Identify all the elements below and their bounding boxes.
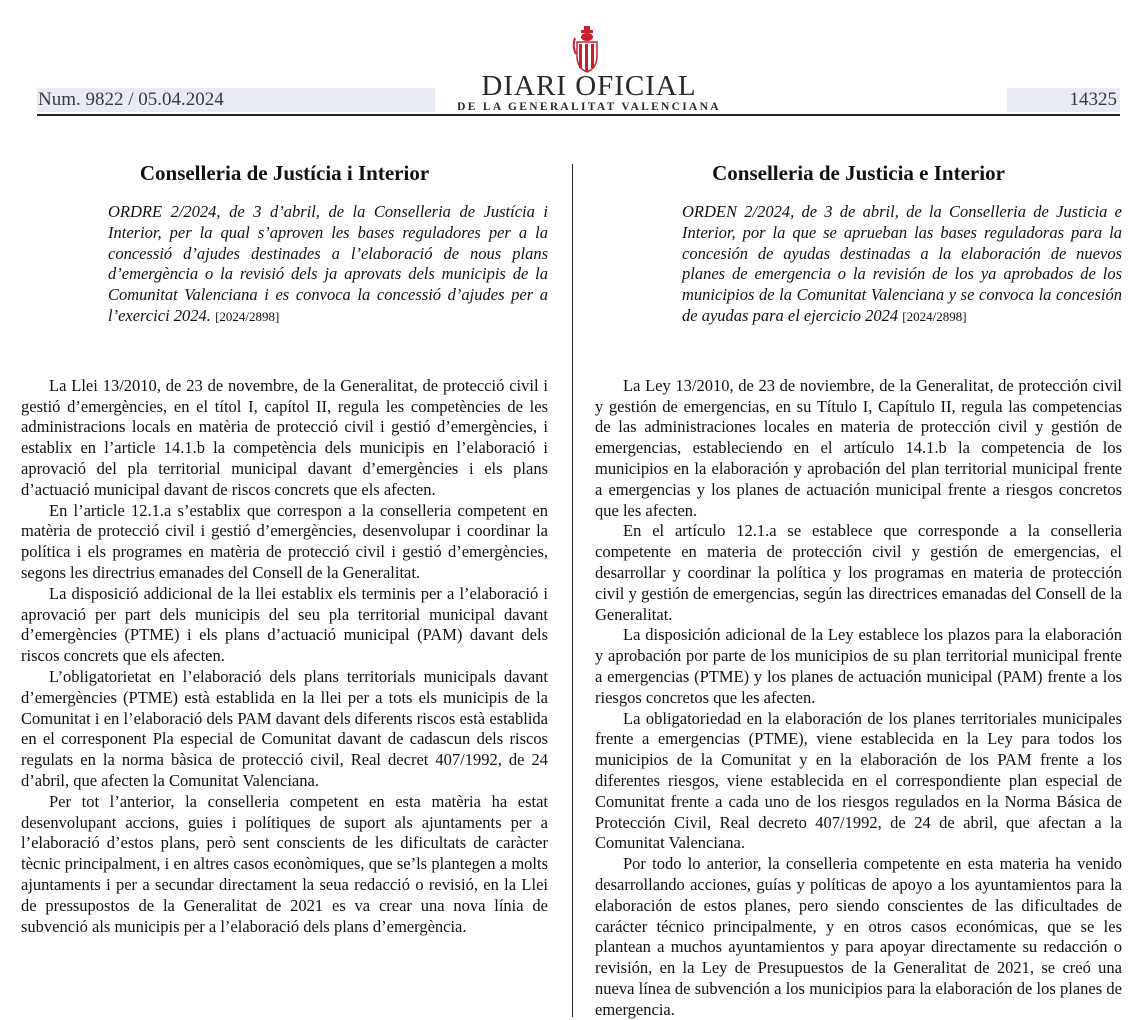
body-text xyxy=(21,376,548,938)
generalitat-emblem-icon xyxy=(571,24,603,74)
body-paragraph: La Ley 13/2010, de 23 de noviembre, de la Generalitat, de protección civil y gestión de emergencias, en su Título I, Capítulo II, regula las competencias de las administraciones locales en materia de protección civil y gestión de emergencias, estableciendo en el artículo 14.1.b la competencia de los municipios en la elaboración y aprobación del plan territorial municipal frente a emergencias y los planes de actuación municipal frente a riesgos concretos que les afecten. xyxy=(595,375,1122,520)
column-divider xyxy=(572,164,573,1017)
body-text xyxy=(595,376,1122,1020)
body-paragraph: Per tot l’anterior, la conselleria competent en esta matèria ha estat desenvolupant accions, guies i polítiques de suport als ajuntaments per a l’elaboració d’estos plans, però sent conscients de les dificultats de caràcter tècnic principalment, i en altres casos econòmiques, que se’ls plantegen a molts ajuntaments i per a secundar directament la seua redacció o revisió, en la Llei de pressupostos de la Generalitat de 2021 es va crear una nova línia de subvenció als municipis per a l’elaboració dels plans d’emergència. xyxy=(21,791,548,936)
department-heading: Conselleria de Justicia e Interior xyxy=(712,161,1005,185)
masthead-title: DIARI OFICIAL xyxy=(481,70,697,102)
body-paragraph: La obligatoriedad en la elaboración de los planes territoriales municipales frente a emergencias (PTME), viene establecida en la Ley para todos los municipios de la Comunitat y en la elaboración de los PAM frente a los diferentes riesgos, viene establecida en el correspondiente plan especial de Comunitat frente a cada uno de los riesgos regulados en la Norma Básica de Protección Civil, Real decreto 407/1992, de 24 de abril, que afectan a la Comunitat Valenciana. xyxy=(595,708,1122,853)
order-title: ORDEN 2/2024, de 3 de abril, de la Conselleria de Justicia e Interior, por la que se aprueban las bases reguladoras para la concesión de ayudas destinadas a la elaboración de nuevos planes de emergencia o la revisión de los ya aprobados de los municipios de la Comunitat Valenciana y se convoca la concesión de ayudas para el ejercicio 2024 xyxy=(682,202,1122,325)
left-column xyxy=(21,158,548,937)
department-heading: Conselleria de Justícia i Interior xyxy=(139,161,430,185)
order-summary xyxy=(682,202,1122,328)
body-paragraph: L’obligatorietat en l’elaboració dels plans territorials municipals davant d’emergències (PTME) està establida en la llei per a tots els municipis de la Comunitat i en l’elaboració dels PAM davant dels diferents riscos està establida en el corresponent Pla especial de Comunitat davant de cadascun dels riscos regulats en la norma bàsica de protecció civil, Real decret 407/1992, de 24 d’abril, que afecten la Comunitat Valenciana. xyxy=(21,666,548,790)
issue-number-date: Num. 9822 / 05.04.2024 xyxy=(38,89,224,110)
body-paragraph: En l’article 12.1.a s’establix que correspon a la conselleria competent en matèria de protecció civil i gestió d’emergències, desenvolupar i coordinar la política i els programes en matèria de protecció civil i gestió d’emergències, segons les directrius emanades del Consell de la Generalitat. xyxy=(21,500,548,582)
body-paragraph: Por todo lo anterior, la conselleria competente en esta materia ha venido desarrollando acciones, guías y políticas de apoyo a los ayuntamientos para la elaboración de estos planes, pero siendo conscientes de las dificultades de carácter técnico principalmente, y en otros casos económicas, que se les plantean a muchos ayuntamientos y para apoyar directamente su redacción o revisión, en la Ley de Presupuestos de la Generalitat de 2021, se creó una nueva línea de subvención a los municipios para la elaboración de los planes de emergencia. xyxy=(595,854,1122,1019)
masthead-subtitle: DE LA GENERALITAT VALENCIANA xyxy=(457,101,721,113)
body-paragraph: La disposición adicional de la Ley establece los plazos para la elaboración y aprobación por parte de los municipios de su plan territorial municipal frente a emergencias (PTME) y los planes de actuación municipal (PAM) frente a los riesgos concretos que les afecten. xyxy=(595,625,1122,707)
order-summary xyxy=(108,202,548,328)
header-rule xyxy=(37,114,1120,116)
body-paragraph: La Llei 13/2010, de 23 de novembre, de la Generalitat, de protecció civil i gestió d’emergències, en el títol I, capítol II, regula les competències de les administracions locals en matèria de protecció civil i gestió d’emergències, i establix en l’article 14.1.b la competència dels municipis en l’elaboració i aprovació del pla territorial municipal davant d’emergències i els plans d’actuació municipal davant de riscos concrets que els afecten. xyxy=(21,375,548,499)
right-column xyxy=(595,158,1122,1020)
page-number: 14325 xyxy=(1069,89,1117,110)
order-reference: [2024/2898] xyxy=(902,308,967,324)
body-paragraph: En el artículo 12.1.a se establece que corresponde a la conselleria competente en materia de protección civil y gestión de emergencias, el desarrollar y coordinar la política y los programas en materia de protección civil y gestión de emergencias, según las directrices emanadas del Consell de la Generalitat. xyxy=(595,521,1122,624)
order-title: ORDRE 2/2024, de 3 d’abril, de la Conselleria de Justícia i Interior, per la qual s’aproven les bases reguladores per a la concessió d’ajudes destinades a l’elaboració de nous plans d’emergència o la revisió dels ja aprovats dels municipis de la Comunitat Valenciana i es convoca la concessió d’ajudes per a l’exercici 2024. xyxy=(108,202,548,325)
order-reference: [2024/2898] xyxy=(215,308,280,324)
body-paragraph: La disposició addicional de la llei establix els terminis per a l’elaboració i aprovació per part dels municipis del seu pla territorial municipal davant d’emergències (PTME) i els plans d’actuació municipal (PAM) davant dels riscos concrets que els afecten. xyxy=(21,583,548,666)
